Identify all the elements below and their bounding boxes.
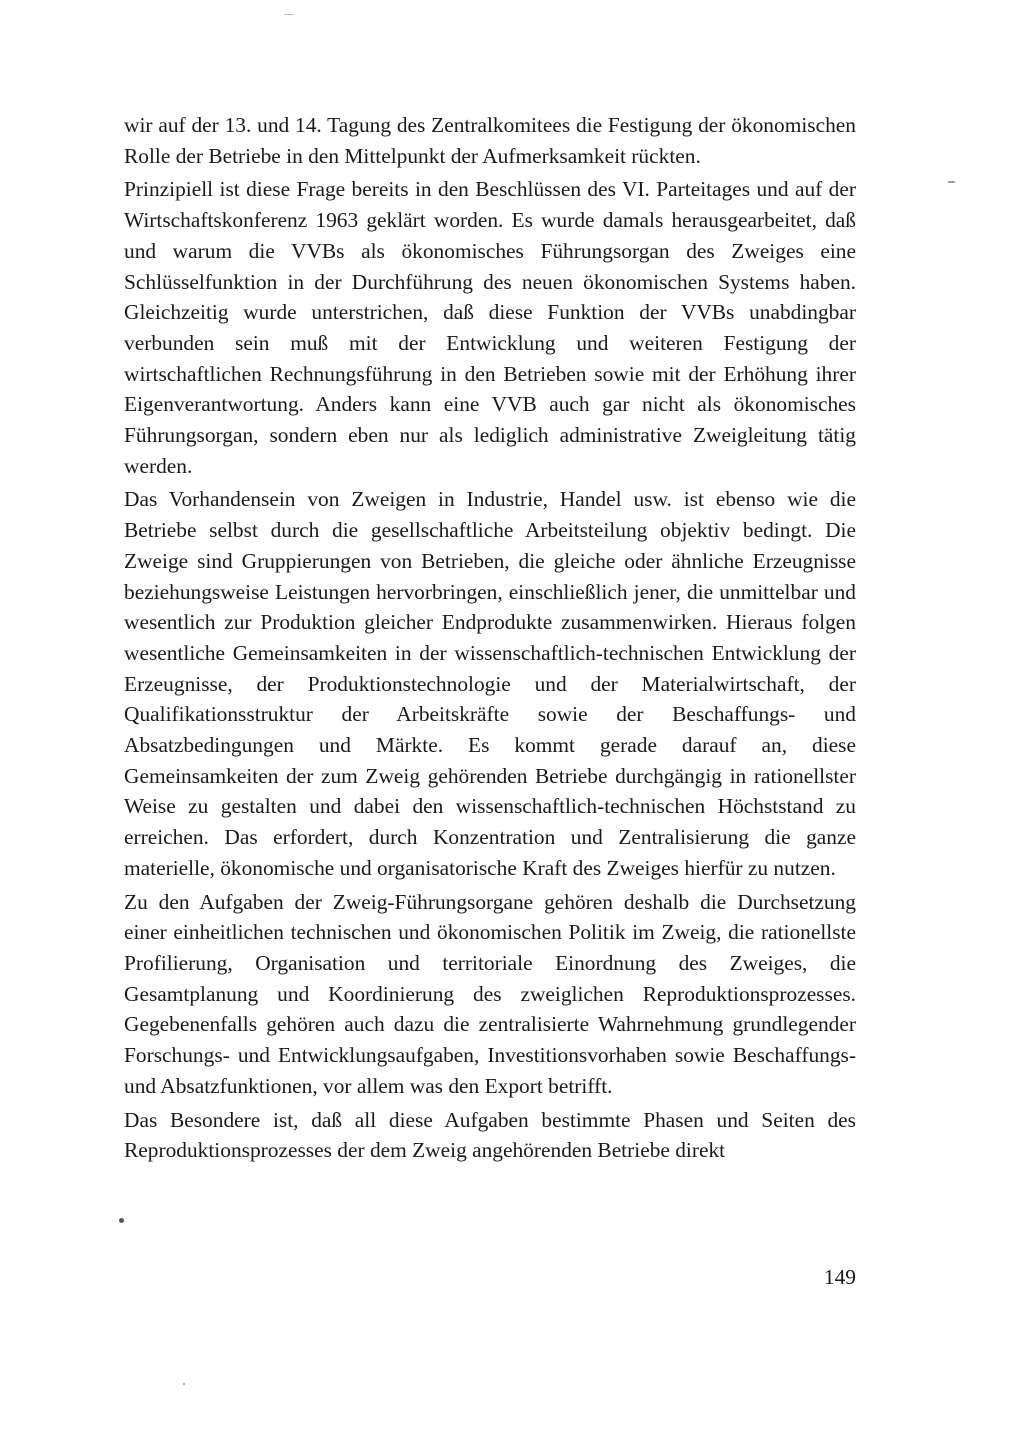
paragraph: Das Vorhandensein von Zweigen in Industrie, Handel usw. ist ebenso wie die Betriebe selbst durch die gesellschaftliche Arbeitsteilung objektiv bedingt. Die Zweige sind Gruppierungen von Betrieben, die gleiche oder ähnliche Erzeugnisse beziehungsweise Leistungen hervorbringen, einschließlich jener, die unmittelbar und wesentlich zur Produktion gleicher Endprodukte zusammenwirken. Hieraus folgen wesentliche Gemeinsamkeiten in der wissenschaftlich-technischen Entwicklung der Erzeugnisse, der Produktionstechnologie und der Materialwirtschaft, der Qualifikationsstruktur der Arbeitskräfte sowie der Beschaffungs- und Absatzbedingungen und Märkte. Es kommt gerade darauf an, diese Gemeinsamkeiten der zum Zweig gehörenden Betriebe durchgängig in rationellster Weise zu gestalten und dabei den wissenschaftlich-technischen Höchststand zu erreichen. Das erfordert, durch Konzentration und Zentralisierung die ganze materielle, ökonomische und organisatorische Kraft des Zweiges hierfür zu nutzen. bbox=[124, 487, 856, 880]
body-text bbox=[124, 110, 856, 1166]
scan-speck bbox=[183, 1383, 185, 1385]
paragraph: wir auf der 13. und 14. Tagung des Zentralkomitees die Festigung der ökonomischen Rolle der Betriebe in den Mittelpunkt der Aufmerksamkeit rückten. bbox=[124, 113, 856, 168]
paragraph: Prinzipiell ist diese Frage bereits in den Beschlüssen des VI. Parteitages und auf der Wirtschaftskonferenz 1963 geklärt worden. Es wurde damals herausgearbeitet, daß und warum die VVBs als ökonomisches Führungsorgan des Zweiges eine Schlüsselfunktion in der Durchführung des neuen ökonomischen Systems haben. Gleichzeitig wurde unterstrichen, daß diese Funktion der VVBs unabdingbar verbunden sein muß mit der Entwicklung und weiteren Festigung der wirtschaftlichen Rechnungsführung in den Betrieben sowie mit der Erhöhung ihrer Eigenverantwortung. Anders kann eine VVB auch gar nicht als ökonomisches Führungsorgan, sondern eben nur als lediglich administrative Zweigleitung tätig werden. bbox=[124, 177, 856, 478]
page-number: 149 bbox=[823, 1265, 856, 1289]
scan-speck bbox=[119, 1218, 124, 1223]
scan-speck bbox=[948, 181, 955, 183]
paragraph: Zu den Aufgaben der Zweig-Führungsorgane gehören deshalb die Durchsetzung einer einheitlichen technischen und ökonomischen Politik im Zweig, die rationellste Profilierung, Organisation und territoriale Einordnung des Zweiges, die Gesamtplanung und Koordinierung des zweiglichen Reproduktionsprozesses. Gegebenenfalls gehören auch dazu die zentralisierte Wahrnehmung grundlegender Forschungs- und Entwicklungsaufgaben, Investitionsvorhaben sowie Beschaffungs- und Absatzfunktionen, vor allem was den Export betrifft. bbox=[124, 889, 856, 1098]
scan-speck bbox=[284, 14, 294, 15]
paragraph: Das Besondere ist, daß all diese Aufgaben bestimmte Phasen und Seiten des Reproduktionsprozesses der dem Zweig angehörenden Betriebe direkt bbox=[124, 1107, 856, 1163]
